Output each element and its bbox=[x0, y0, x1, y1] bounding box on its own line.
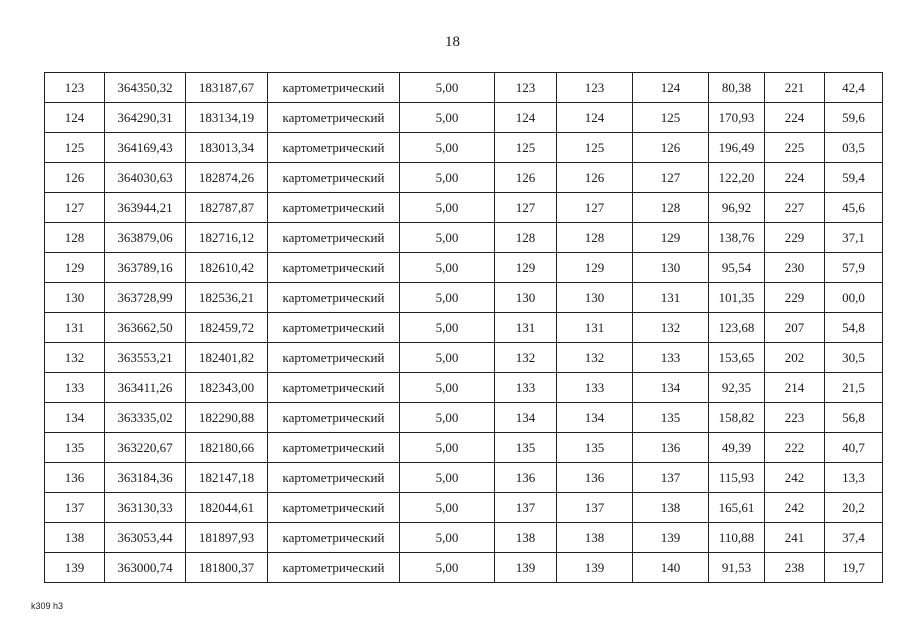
table-cell: 363879,06 bbox=[105, 223, 186, 253]
coordinates-row bbox=[45, 403, 495, 433]
table-cell: картометрический bbox=[268, 193, 400, 223]
table-cell: 229 bbox=[765, 223, 825, 253]
measurements-row bbox=[495, 103, 883, 133]
measurements-row bbox=[495, 373, 883, 403]
table-cell: 123 bbox=[45, 73, 105, 103]
table-cell: 124 bbox=[45, 103, 105, 133]
table-cell: 101,35 bbox=[709, 283, 765, 313]
table-cell: 196,49 bbox=[709, 133, 765, 163]
table-cell: 132 bbox=[495, 343, 557, 373]
table-cell: 130 bbox=[45, 283, 105, 313]
table-cell: 183187,67 bbox=[186, 73, 268, 103]
table-cell: 229 bbox=[765, 283, 825, 313]
table-cell: 128 bbox=[495, 223, 557, 253]
table-cell: 59,6 bbox=[825, 103, 883, 133]
coordinates-row bbox=[45, 163, 495, 193]
measurements-row bbox=[495, 163, 883, 193]
table-cell: 230 bbox=[765, 253, 825, 283]
table-cell: 138 bbox=[45, 523, 105, 553]
table-cell: 364169,43 bbox=[105, 133, 186, 163]
table-cell: 182180,66 bbox=[186, 433, 268, 463]
table-cell: 130 bbox=[557, 283, 633, 313]
table-cell: 182610,42 bbox=[186, 253, 268, 283]
table-cell: 139 bbox=[557, 553, 633, 583]
measurements-table bbox=[494, 72, 883, 583]
table-cell: 132 bbox=[557, 343, 633, 373]
coordinates-row bbox=[45, 313, 495, 343]
table-cell: картометрический bbox=[268, 103, 400, 133]
table-cell: картометрический bbox=[268, 73, 400, 103]
table-cell: картометрический bbox=[268, 403, 400, 433]
table-cell: 124 bbox=[495, 103, 557, 133]
table-cell: 181897,93 bbox=[186, 523, 268, 553]
table-cell: 128 bbox=[633, 193, 709, 223]
table-cell: 5,00 bbox=[400, 523, 495, 553]
table-cell: 363053,44 bbox=[105, 523, 186, 553]
table-cell: 223 bbox=[765, 403, 825, 433]
table-cell: 123 bbox=[495, 73, 557, 103]
coordinates-row bbox=[45, 103, 495, 133]
table-cell: 92,35 bbox=[709, 373, 765, 403]
table-cell: 127 bbox=[45, 193, 105, 223]
coordinates-row bbox=[45, 223, 495, 253]
page-number: 18 bbox=[445, 34, 460, 50]
table-cell: 21,5 bbox=[825, 373, 883, 403]
coordinates-row bbox=[45, 373, 495, 403]
measurements-row bbox=[495, 403, 883, 433]
table-cell: 00,0 bbox=[825, 283, 883, 313]
table-cell: 135 bbox=[557, 433, 633, 463]
coordinates-table-body bbox=[45, 73, 495, 583]
table-cell: картометрический bbox=[268, 433, 400, 463]
table-cell: 123,68 bbox=[709, 313, 765, 343]
table-cell: 115,93 bbox=[709, 463, 765, 493]
table-cell: 126 bbox=[633, 133, 709, 163]
table-cell: 5,00 bbox=[400, 193, 495, 223]
table-cell: 363000,74 bbox=[105, 553, 186, 583]
table-cell: 137 bbox=[557, 493, 633, 523]
table-cell: 124 bbox=[557, 103, 633, 133]
table-cell: 5,00 bbox=[400, 463, 495, 493]
table-cell: 129 bbox=[557, 253, 633, 283]
table-cell: 238 bbox=[765, 553, 825, 583]
measurements-row bbox=[495, 463, 883, 493]
table-cell: 131 bbox=[495, 313, 557, 343]
table-cell: картометрический bbox=[268, 283, 400, 313]
table-cell: 137 bbox=[45, 493, 105, 523]
table-cell: 183134,19 bbox=[186, 103, 268, 133]
coordinates-row bbox=[45, 73, 495, 103]
table-cell: 202 bbox=[765, 343, 825, 373]
table-cell: 136 bbox=[633, 433, 709, 463]
table-cell: 363789,16 bbox=[105, 253, 186, 283]
table-cell: 37,4 bbox=[825, 523, 883, 553]
table-cell: 40,7 bbox=[825, 433, 883, 463]
table-cell: 140 bbox=[633, 553, 709, 583]
table-cell: 131 bbox=[557, 313, 633, 343]
measurements-row bbox=[495, 343, 883, 373]
table-cell: 91,53 bbox=[709, 553, 765, 583]
table-cell: 19,7 bbox=[825, 553, 883, 583]
table-cell: 30,5 bbox=[825, 343, 883, 373]
table-cell: 182787,87 bbox=[186, 193, 268, 223]
table-cell: 5,00 bbox=[400, 223, 495, 253]
table-cell: картометрический bbox=[268, 463, 400, 493]
table-cell: 57,9 bbox=[825, 253, 883, 283]
table-cell: 136 bbox=[557, 463, 633, 493]
table-cell: 138,76 bbox=[709, 223, 765, 253]
measurements-table-body bbox=[495, 73, 883, 583]
table-cell: 129 bbox=[495, 253, 557, 283]
table-cell: 45,6 bbox=[825, 193, 883, 223]
table-cell: 132 bbox=[45, 343, 105, 373]
table-cell: картометрический bbox=[268, 553, 400, 583]
table-cell: 135 bbox=[495, 433, 557, 463]
table-cell: 363184,36 bbox=[105, 463, 186, 493]
table-cell: 122,20 bbox=[709, 163, 765, 193]
table-cell: 170,93 bbox=[709, 103, 765, 133]
table-cell: 96,92 bbox=[709, 193, 765, 223]
table-cell: 139 bbox=[633, 523, 709, 553]
table-cell: 129 bbox=[45, 253, 105, 283]
table-cell: 136 bbox=[495, 463, 557, 493]
table-cell: 5,00 bbox=[400, 283, 495, 313]
table-cell: 5,00 bbox=[400, 403, 495, 433]
table-cell: 165,61 bbox=[709, 493, 765, 523]
measurements-row bbox=[495, 433, 883, 463]
table-cell: 128 bbox=[45, 223, 105, 253]
table-cell: 181800,37 bbox=[186, 553, 268, 583]
table-cell: 182290,88 bbox=[186, 403, 268, 433]
measurements-row bbox=[495, 313, 883, 343]
table-cell: 133 bbox=[45, 373, 105, 403]
coordinates-row bbox=[45, 553, 495, 583]
table-cell: 125 bbox=[495, 133, 557, 163]
table-cell: 182343,00 bbox=[186, 373, 268, 403]
table-cell: 5,00 bbox=[400, 73, 495, 103]
table-cell: 130 bbox=[633, 253, 709, 283]
table-cell: 134 bbox=[45, 403, 105, 433]
coordinates-row bbox=[45, 523, 495, 553]
table-cell: 364030,63 bbox=[105, 163, 186, 193]
table-cell: 242 bbox=[765, 493, 825, 523]
table-cell: 131 bbox=[633, 283, 709, 313]
measurements-row bbox=[495, 193, 883, 223]
table-cell: 363553,21 bbox=[105, 343, 186, 373]
table-cell: 363662,50 bbox=[105, 313, 186, 343]
table-cell: картометрический bbox=[268, 133, 400, 163]
table-cell: 138 bbox=[557, 523, 633, 553]
table-cell: 227 bbox=[765, 193, 825, 223]
coordinates-row bbox=[45, 193, 495, 223]
table-cell: 207 bbox=[765, 313, 825, 343]
table-cell: 126 bbox=[557, 163, 633, 193]
table-cell: 5,00 bbox=[400, 553, 495, 583]
table-cell: 363335,02 bbox=[105, 403, 186, 433]
measurements-row bbox=[495, 493, 883, 523]
table-cell: 123 bbox=[557, 73, 633, 103]
table-cell: 126 bbox=[45, 163, 105, 193]
table-cell: 137 bbox=[495, 493, 557, 523]
table-cell: 5,00 bbox=[400, 133, 495, 163]
table-cell: 224 bbox=[765, 103, 825, 133]
measurements-row bbox=[495, 283, 883, 313]
measurements-row bbox=[495, 73, 883, 103]
table-cell: 134 bbox=[495, 403, 557, 433]
coordinates-row bbox=[45, 343, 495, 373]
table-cell: 153,65 bbox=[709, 343, 765, 373]
table-cell: 364350,32 bbox=[105, 73, 186, 103]
table-cell: картометрический bbox=[268, 493, 400, 523]
table-cell: 80,38 bbox=[709, 73, 765, 103]
table-cell: 37,1 bbox=[825, 223, 883, 253]
table-cell: 241 bbox=[765, 523, 825, 553]
table-cell: 124 bbox=[633, 73, 709, 103]
table-cell: картометрический bbox=[268, 253, 400, 283]
table-cell: 182874,26 bbox=[186, 163, 268, 193]
measurements-row bbox=[495, 253, 883, 283]
table-cell: 182536,21 bbox=[186, 283, 268, 313]
table-cell: 225 bbox=[765, 133, 825, 163]
table-cell: 59,4 bbox=[825, 163, 883, 193]
table-cell: 139 bbox=[495, 553, 557, 583]
table-cell: 132 bbox=[633, 313, 709, 343]
table-cell: 133 bbox=[495, 373, 557, 403]
coordinates-row bbox=[45, 283, 495, 313]
measurements-row bbox=[495, 523, 883, 553]
table-cell: 214 bbox=[765, 373, 825, 403]
table-cell: 139 bbox=[45, 553, 105, 583]
table-cell: картометрический bbox=[268, 223, 400, 253]
table-cell: 5,00 bbox=[400, 343, 495, 373]
table-cell: 125 bbox=[633, 103, 709, 133]
table-cell: 133 bbox=[557, 373, 633, 403]
table-cell: 125 bbox=[45, 133, 105, 163]
coordinates-row bbox=[45, 133, 495, 163]
measurements-row bbox=[495, 553, 883, 583]
table-cell: 131 bbox=[45, 313, 105, 343]
table-cell: 182401,82 bbox=[186, 343, 268, 373]
table-cell: 134 bbox=[557, 403, 633, 433]
table-cell: 242 bbox=[765, 463, 825, 493]
table-cell: 56,8 bbox=[825, 403, 883, 433]
table-cell: 5,00 bbox=[400, 103, 495, 133]
table-cell: картометрический bbox=[268, 373, 400, 403]
table-cell: 363728,99 bbox=[105, 283, 186, 313]
table-cell: 158,82 bbox=[709, 403, 765, 433]
table-cell: 42,4 bbox=[825, 73, 883, 103]
table-cell: картометрический bbox=[268, 343, 400, 373]
table-cell: 136 bbox=[45, 463, 105, 493]
table-cell: 5,00 bbox=[400, 493, 495, 523]
table-cell: 363411,26 bbox=[105, 373, 186, 403]
table-cell: картометрический bbox=[268, 313, 400, 343]
coordinates-row bbox=[45, 433, 495, 463]
table-cell: 125 bbox=[557, 133, 633, 163]
table-cell: 95,54 bbox=[709, 253, 765, 283]
table-cell: 129 bbox=[633, 223, 709, 253]
table-cell: 126 bbox=[495, 163, 557, 193]
table-cell: 182147,18 bbox=[186, 463, 268, 493]
table-cell: 110,88 bbox=[709, 523, 765, 553]
table-cell: 13,3 bbox=[825, 463, 883, 493]
table-cell: 03,5 bbox=[825, 133, 883, 163]
table-cell: 49,39 bbox=[709, 433, 765, 463]
table-cell: 182459,72 bbox=[186, 313, 268, 343]
footer-code: k309 h3 bbox=[31, 601, 64, 611]
coordinates-table bbox=[44, 72, 495, 583]
table-cell: картометрический bbox=[268, 523, 400, 553]
table-cell: 221 bbox=[765, 73, 825, 103]
table-cell: 5,00 bbox=[400, 253, 495, 283]
table-cell: 5,00 bbox=[400, 433, 495, 463]
coordinates-row bbox=[45, 253, 495, 283]
table-cell: 363944,21 bbox=[105, 193, 186, 223]
table-cell: 127 bbox=[633, 163, 709, 193]
measurements-row bbox=[495, 223, 883, 253]
table-cell: 133 bbox=[633, 343, 709, 373]
table-cell: 127 bbox=[557, 193, 633, 223]
coordinates-row bbox=[45, 493, 495, 523]
table-cell: 127 bbox=[495, 193, 557, 223]
table-cell: 137 bbox=[633, 463, 709, 493]
table-cell: 130 bbox=[495, 283, 557, 313]
measurements-row bbox=[495, 133, 883, 163]
coordinates-row bbox=[45, 463, 495, 493]
table-cell: 135 bbox=[633, 403, 709, 433]
table-cell: 135 bbox=[45, 433, 105, 463]
table-cell: 20,2 bbox=[825, 493, 883, 523]
table-cell: 224 bbox=[765, 163, 825, 193]
table-cell: 5,00 bbox=[400, 373, 495, 403]
table-cell: 364290,31 bbox=[105, 103, 186, 133]
table-cell: 54,8 bbox=[825, 313, 883, 343]
table-cell: 363130,33 bbox=[105, 493, 186, 523]
table-cell: 138 bbox=[633, 493, 709, 523]
table-cell: картометрический bbox=[268, 163, 400, 193]
table-cell: 5,00 bbox=[400, 313, 495, 343]
table-cell: 222 bbox=[765, 433, 825, 463]
table-cell: 182044,61 bbox=[186, 493, 268, 523]
table-cell: 138 bbox=[495, 523, 557, 553]
table-cell: 134 bbox=[633, 373, 709, 403]
table-cell: 5,00 bbox=[400, 163, 495, 193]
table-cell: 363220,67 bbox=[105, 433, 186, 463]
table-cell: 183013,34 bbox=[186, 133, 268, 163]
table-cell: 182716,12 bbox=[186, 223, 268, 253]
table-cell: 128 bbox=[557, 223, 633, 253]
